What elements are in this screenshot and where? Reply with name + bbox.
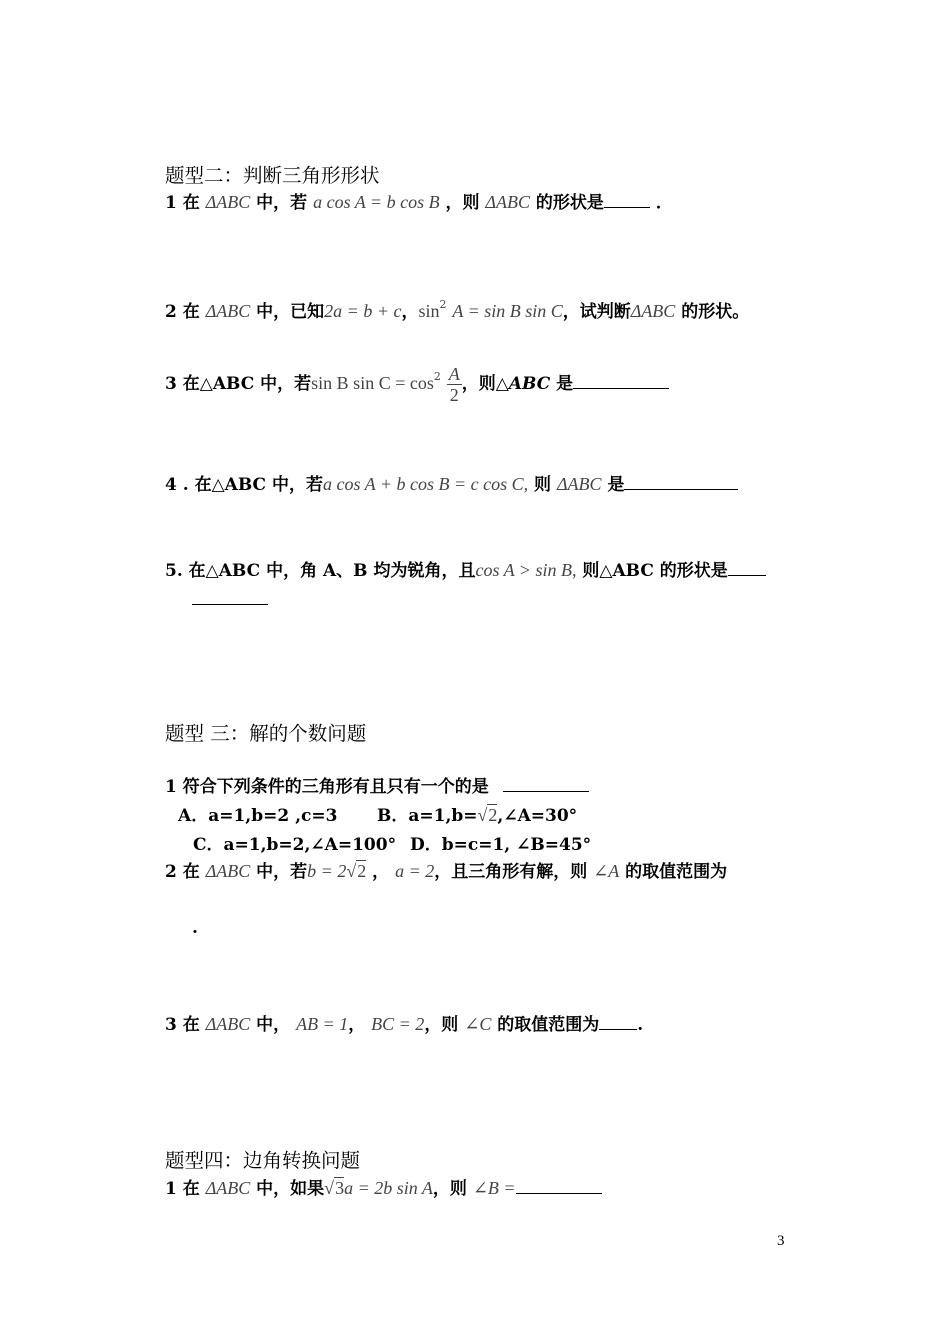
- triangle-symbol: ΔABC: [205, 192, 251, 212]
- triangle-symbol: ΔABC: [556, 474, 602, 494]
- question-3-2: 2 在 ΔABC 中，若b = 2√2 ， a = 2，且三角形有解，则 ∠A 的取值范围为: [165, 861, 728, 882]
- answer-blank: [503, 777, 589, 792]
- angle-symbol: ∠C: [464, 1014, 492, 1034]
- triangle-symbol: ΔABC: [205, 301, 251, 321]
- equation: A = sin B sin C: [452, 301, 563, 321]
- question-number: 1: [165, 777, 177, 797]
- question-4-1: 1 在 ΔABC 中，如果√3a = 2b sin A，则 ∠B =: [165, 1174, 602, 1199]
- question-number: 5.: [165, 561, 183, 581]
- section-heading: 题型四：边角转换问题: [165, 1149, 361, 1172]
- triangle-symbol: ΔABC: [205, 1178, 251, 1198]
- triangle-symbol: ΔABC: [485, 192, 530, 212]
- sqrt-symbol: √3: [324, 1178, 345, 1198]
- option-d: D．b=c=1, ∠B=45°: [410, 835, 592, 855]
- question-number: 2: [165, 862, 177, 882]
- equation: b = 2: [307, 861, 347, 881]
- equation: BC = 2: [371, 1014, 425, 1034]
- triangle-symbol: ΔABC: [205, 861, 251, 881]
- page-number: 3: [777, 1233, 785, 1249]
- triangle-symbol: ΔABC: [630, 301, 676, 321]
- option-c: C．a=1,b=2,∠A=100°: [193, 835, 397, 855]
- question-3-3: 3 在 ΔABC 中， AB = 1， BC = 2，则 ∠C 的取值范围为 .: [165, 1014, 644, 1035]
- equation: a = 2b sin A: [344, 1178, 433, 1198]
- equation: 2a = b + c: [324, 301, 402, 321]
- equation: a = 2: [395, 861, 435, 881]
- angle-symbol: ∠A: [593, 861, 620, 881]
- question-2-5: 5. 在△ABC 中，角 A、B 均为锐角，且cos A > sin B, 则△ABC 的形状是: [165, 556, 766, 581]
- question-2-4: 4 . 在△ABC 中，若a cos A + b cos B = c cos C, 则 ΔABC 是: [165, 470, 738, 495]
- equation: cos A > sin B,: [475, 560, 577, 580]
- question-2-2: 2 在 ΔABC 中，已知2a = b + c，$\sin^2 A = \sin B$ sin C，试判断ΔABC 的形状。: [165, 298, 750, 322]
- fraction: $\frac{A}{2}$: [448, 364, 460, 405]
- equation: AB = 1: [296, 1014, 349, 1034]
- option-a: A．a=1,b=2 ,c=3: [178, 806, 338, 826]
- answer-dot: .: [192, 918, 198, 938]
- equation: a cos A + b cos B = c cos C,: [323, 474, 529, 494]
- question-2-3: 3 在△ABC 中，若sin B $\sin C = \cos^2$ $\frac{A}{2}$ ，则△ABC 是: [165, 364, 669, 405]
- question-number: 3: [165, 1015, 177, 1035]
- question-number: 3: [165, 374, 177, 394]
- triangle-symbol: ΔABC: [205, 1014, 251, 1034]
- section-heading: 题型 三：解的个数问题: [165, 722, 367, 745]
- answer-blank: [728, 561, 766, 576]
- question-3-1: 1 符合下列条件的三角形有且只有一个的是: [165, 772, 589, 797]
- option-b: B．a=1,b=√2,∠A=30°: [377, 805, 578, 826]
- answer-blank: [573, 374, 669, 389]
- question-number: 1: [165, 1179, 177, 1199]
- question-number: 4 .: [165, 475, 189, 495]
- answer-blank: [604, 193, 650, 208]
- question-2-1: 1 在 ΔABC 中，若 a cos A = b cos B ，则 ΔABC 的形状是 ．: [165, 192, 673, 213]
- section-heading: 题型二：判断三角形形状: [165, 164, 380, 187]
- question-number: 2: [165, 302, 177, 322]
- answer-blank: [624, 475, 738, 490]
- answer-blank: [516, 1179, 602, 1194]
- angle-symbol: ∠B =: [472, 1178, 516, 1198]
- equation: sin B sin C = cos: [311, 373, 434, 393]
- equation: a cos A = b cos B: [313, 192, 440, 212]
- answer-blank: [599, 1015, 637, 1030]
- answer-blank-continued: [192, 590, 268, 605]
- sqrt-symbol: √2: [477, 805, 498, 825]
- question-number: 1: [165, 193, 177, 213]
- sqrt-symbol: √2: [346, 861, 367, 881]
